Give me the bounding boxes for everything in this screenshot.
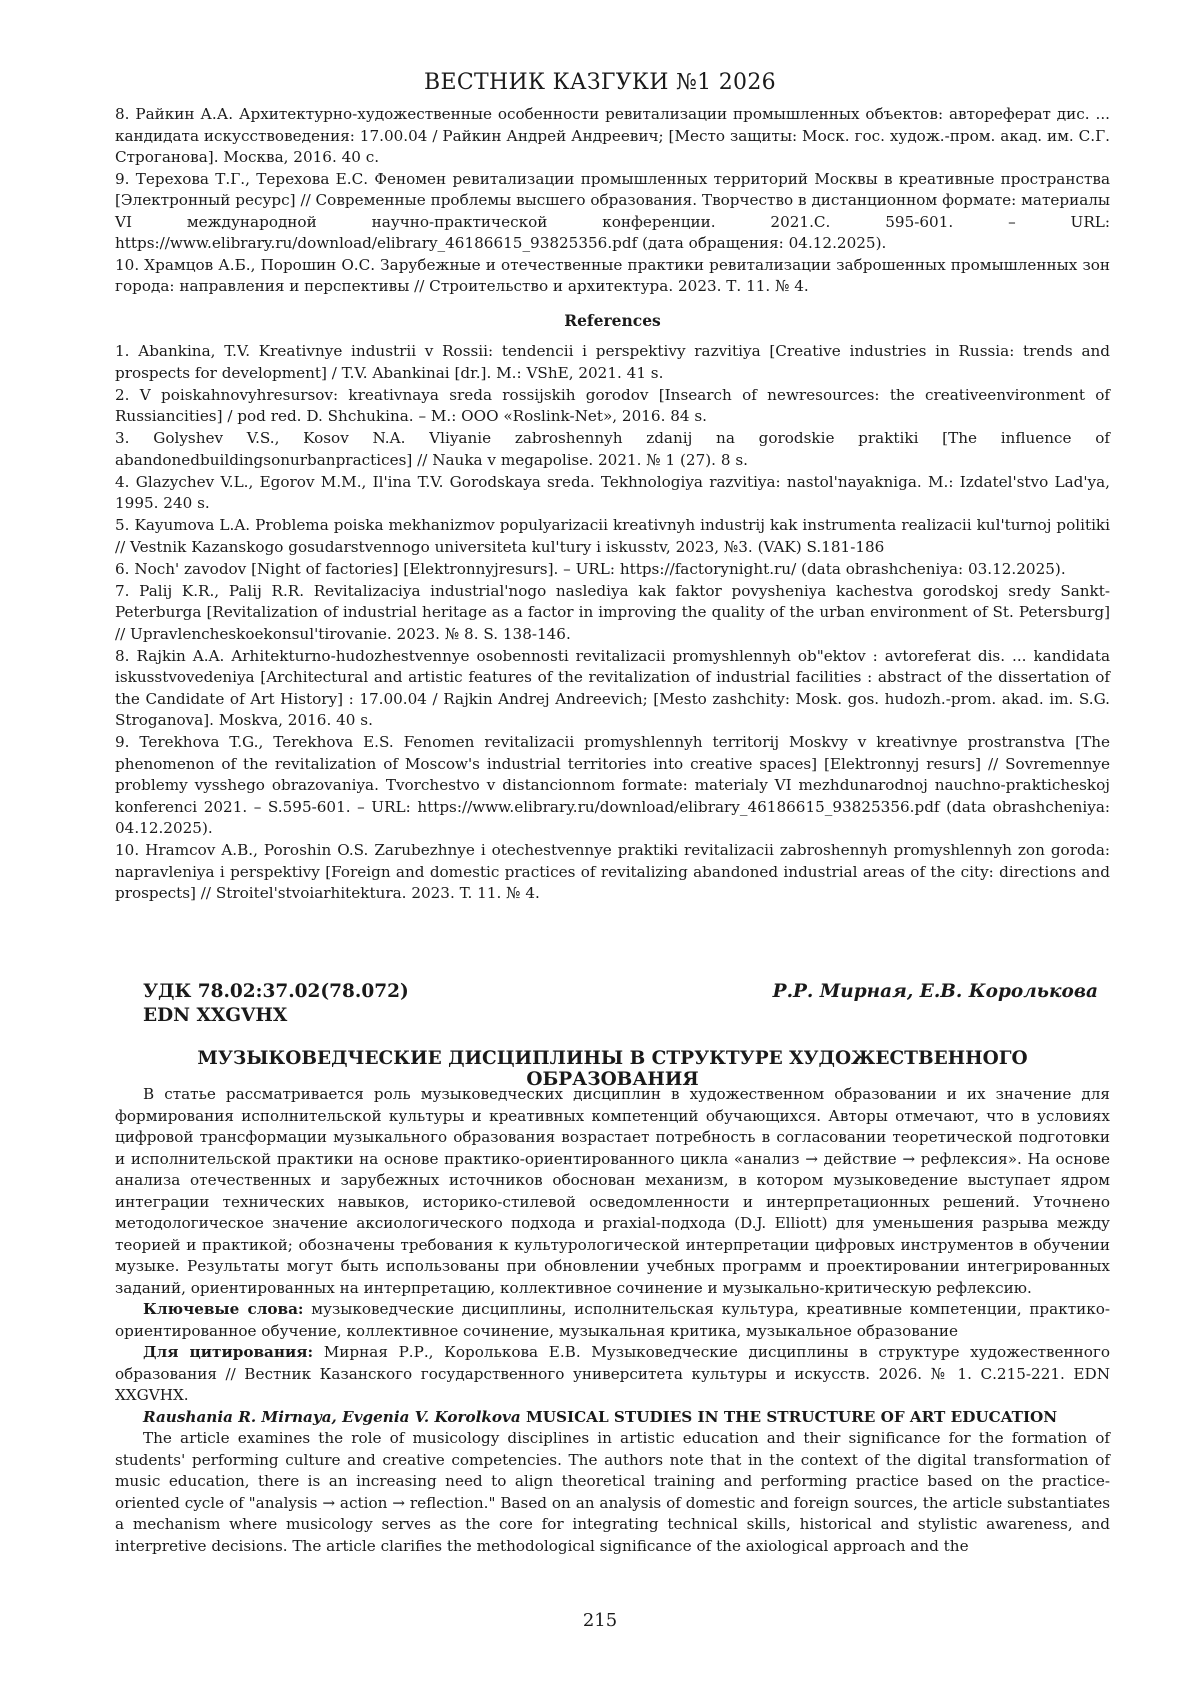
citation-label: Для цитирования: bbox=[143, 1343, 314, 1361]
ref-10: 10. Hramcov A.B., Poroshin O.S. Zarubezhnye i otechestvennye praktiki revitalizacii zabroshennyh promyshlennyh zon goroda: napravleniya i perspektivy [Foreign and domestic practices of revitalizing abandoned industrial areas of the city: directions and prospects] // Stroitel'stvoiarhitektura. 2023. T. 11. № 4. bbox=[115, 841, 1110, 902]
ref-5: 5. Kayumova L.A. Problema poiska mekhanizmov populyarizacii kreativnyh industrij kak instrumenta realizacii kul'turnoj politiki // Vestnik Kazanskogo gosudarstvennogo universiteta kul'tury i iskusstv, 2023, №3. (VAK) S.181-186 bbox=[115, 516, 1110, 556]
ref-2: 2. V poiskahnovyhresursov: kreativnaya sreda rossijskih gorodov [Insearch of newresources: the creativeenvironment of Russiancities] / pod red. D. Shchukina. – M.: OOO «Roslink-Net», 2016. 84 s. bbox=[115, 385, 1110, 425]
citation-text: Мирная Р.Р., Королькова Е.В. Музыковедческие дисциплины в структуре художественного образования // Вестник Казанского государственного университета культуры и искусств. 2026. № 1. С.215-221. EDN XXGVHX. bbox=[115, 1343, 1111, 1404]
ru-ref-10: 10. Храмцов А.Б., Порошин О.С. Зарубежные и отечественные практики ревитализации заброшенных промышленных зон города: направления и перспективы // Строительство и архитектура. 2023. Т. 11. № 4. bbox=[115, 255, 1110, 295]
ref-8: 8. Rajkin A.A. Arhitekturno-hudozhestvennye osobennosti revitalizacii promyshlennyh ob"ektov : avtoreferat dis. ... kandidata iskusstvovedeniya [Architectural and artistic features of the revitalization of industrial facilities : abstract of the dissertation of the Candidate of Art History] : 17.00.04 / Rajkin Andrej Andreevich; [Mesto zashchity: Mosk. gos. hudozh.-prom. akad. im. S.G. Stroganova]. Moskva, 2016. 40 s. bbox=[115, 646, 1110, 729]
article-authors: Р.Р. Мирная, Е.В. Королькова bbox=[772, 981, 1098, 1002]
ref-4: 4. Glazychev V.L., Egorov M.M., Il'ina T.V. Gorodskaya sreda. Tekhnologiya razvitiya: nastol'nayakniga. M.: Izdatel'stvo Lad'ya, 1995. 240 s. bbox=[115, 472, 1110, 512]
abstract-ru: В статье рассматривается роль музыковедческих дисциплин в художественном образовании и их значение для формирования исполнительской культуры и креативных компетенций обучающихся. Авторы отмечают, что в условиях цифровой трансформации музыкального образования возрастает потребность в согласовании теоретической подготовки и исполнительской практики на основе практико-ориентированного цикла «анализ → действие → рефлексия». На основе анализа отечественных и зарубежных источников обоснован механизм, в котором музыковедение выступает ядром интеграции технических навыков, историко-стилевой осведомленности и интерпретационных решений. Уточнено методологическое значение аксиологического подхода и praxial-подхода (D.J. Elliott) для уменьшения разрыва между теорией и практикой; обозначены требования к культурологической интерпретации цифровых инструментов в обучении музыке. Результаты могут быть использованы при обновлении учебных программ и проектировании интегрированных заданий, ориентированных на интерпретацию, коллективное сочинение и музыкально-критическую рефлексию. bbox=[115, 1085, 1110, 1297]
abstract-section bbox=[115, 1084, 1110, 1557]
ru-ref-9: 9. Терехова Т.Г., Терехова Е.С. Феномен ревитализации промышленных территорий Москвы в креативные пространства [Электронный ресурс] // Современные проблемы высшего образования. Творчество в дистанционном формате: материалы VI международной научно-практической конференции. 2021.С. 595-601. – URL: https://www.elibrary.ru/download/elibrary_46186615_93825356.pdf (дата обращения: 04.12.2025). bbox=[115, 169, 1110, 252]
page-number: 215 bbox=[582, 1610, 618, 1631]
keywords-label: Ключевые слова: bbox=[143, 1300, 304, 1318]
ru-ref-8: 8. Райкин А.А. Архитектурно-художественные особенности ревитализации промышленных объектов: автореферат дис. ... кандидата искусствоведения: 17.00.04 / Райкин Андрей Андреевич; [Место защиты: Моск. гос. худож.-пром. акад. им. С.Г. Строганова]. Москва, 2016. 40 с. bbox=[115, 105, 1110, 166]
article-meta bbox=[143, 980, 1098, 1028]
english-authors: Raushania R. Mirnaya, Evgenia V. Korolkova bbox=[143, 1407, 521, 1426]
keywords-text: музыковедческие дисциплины, исполнительская культура, креативные компетенции, практико-ориентированное обучение, коллективное сочинение, музыкальная критика, музыкальное образование bbox=[115, 1300, 1110, 1340]
references-title: References bbox=[564, 310, 661, 330]
udk-code: УДК 78.02:37.02(78.072) bbox=[143, 981, 409, 1002]
article-title: МУЗЫКОВЕДЧЕСКИЕ ДИСЦИПЛИНЫ В СТРУКТУРЕ ХУДОЖЕСТВЕННОГО ОБРАЗОВАНИЯ bbox=[197, 1048, 1028, 1090]
english-heading bbox=[115, 1407, 1110, 1429]
ref-7: 7. Palij K.R., Palij R.R. Revitalizaciya industrial'nogo naslediya kak faktor povysheniya kachestva gorodskoj sredy Sankt-Peterburga [Revitalization of industrial heritage as a factor in improving the quality of the urban environment of St. Petersburg] // Upravlencheskoekonsul'tirovanie. 2023. № 8. S. 138-146. bbox=[115, 581, 1110, 643]
ref-9: 9. Terekhova T.G., Terekhova E.S. Fenomen revitalizacii promyshlennyh territorij Moskvy v kreativnye prostranstva [The phenomenon of the revitalization of Moscow's industrial territories into creative spaces] [Elektronnyj resurs] // Sovremennye problemy vysshego obrazovaniya. Tvorchestvo v distancionnom formate: materialy VI mezhdunarodnoj nauchno-prakticheskoj konferenci 2021. – S.595-601. – URL: https://www.elibrary.ru/download/elibrary_46186615_93825356.pdf (data obrashcheniya: 04.12.2025). bbox=[115, 733, 1110, 837]
edn-code: EDN XXGVHX bbox=[143, 1005, 288, 1026]
citation-paragraph bbox=[115, 1342, 1110, 1407]
ref-6: 6. Noch' zavodov [Night of factories] [Elektronnyjresurs]. – URL: https://factorynight.ru/ (data obrashcheniya: 03.12.2025). bbox=[115, 559, 1066, 578]
ref-1: 1. Abankina, T.V. Kreativnye industrii v Rossii: tendencii i perspektivy razvitiya [Creative industries in Russia: trends and prospects for development] / T.V. Abankinai [dr.]. M.: VShE, 2021. 41 s. bbox=[115, 342, 1110, 382]
russian-references bbox=[115, 104, 1110, 905]
journal-header: ВЕСТНИК КАЗГУКИ №1 2026 bbox=[424, 70, 776, 95]
abstract-en: The article examines the role of musicology disciplines in artistic education and their significance for the formation of students' performing culture and creative competencies. The authors note that in the context of the digital transformation of music education, there is an increasing need to align theoretical training and performing practice based on the practice-oriented cycle of "analysis → action → reflection." Based on an analysis of domestic and foreign sources, the article substantiates a mechanism where musicology serves as the core for integrating technical skills, historical and stylistic awareness, and interpretive decisions. The article clarifies the methodological significance of the axiological approach and the bbox=[115, 1429, 1110, 1555]
keywords-paragraph bbox=[115, 1299, 1110, 1342]
english-title: MUSICAL STUDIES IN THE STRUCTURE OF ART EDUCATION bbox=[525, 1407, 1058, 1426]
ref-3: 3. Golyshev V.S., Kosov N.A. Vliyanie zabroshennyh zdanij na gorodskie praktiki [The influence of abandonedbuildingsonurbanpractices] // Nauka v megapolise. 2021. № 1 (27). 8 s. bbox=[115, 429, 1110, 469]
